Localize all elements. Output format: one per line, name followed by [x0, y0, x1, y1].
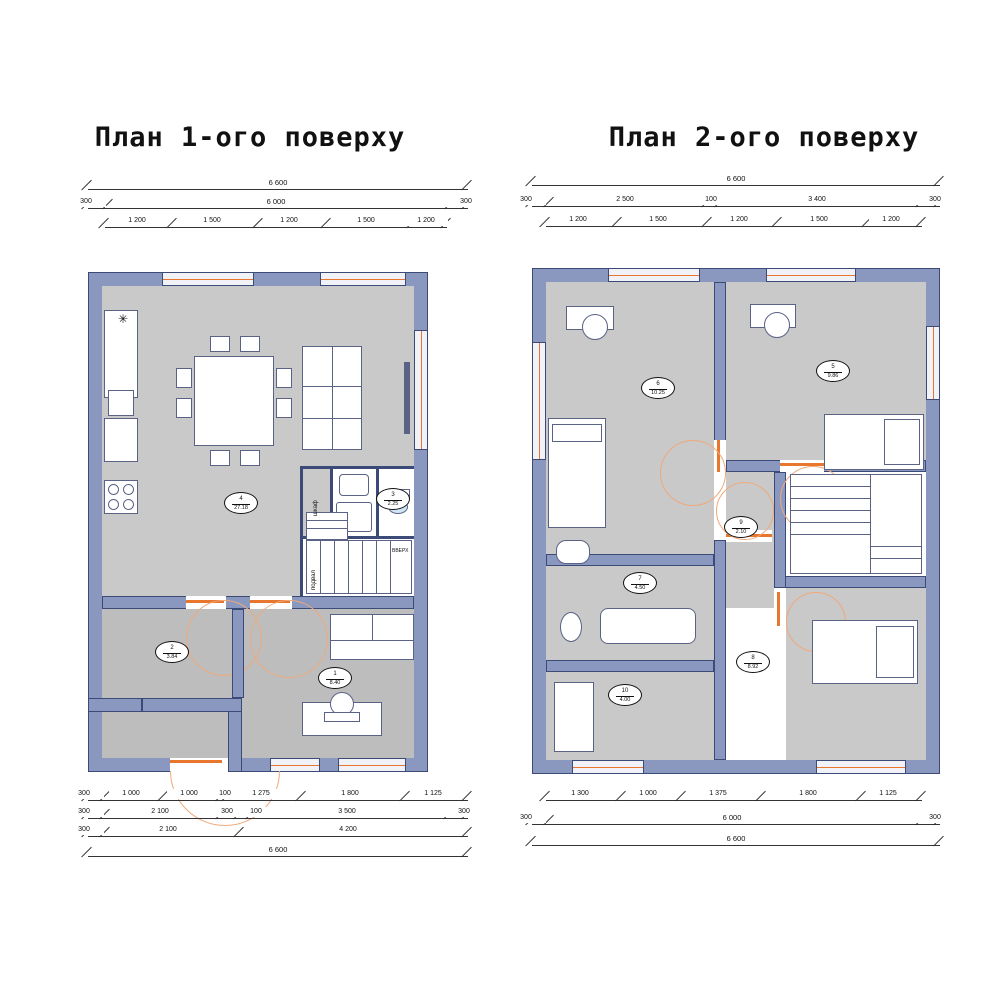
stair-lower-run-1 [306, 512, 348, 540]
wall-room10-horz-2 [546, 660, 714, 672]
entry-door-leaf-1 [170, 760, 222, 763]
window-bottom-mid-1 [270, 758, 320, 772]
wall-left-porch-1 [88, 698, 142, 712]
closet-room10-2 [554, 682, 594, 752]
wall-horz-lower-2 [774, 576, 926, 588]
hob-burner-d-1 [123, 499, 134, 510]
dim-group-bottom-1: 300 2 100 300 100 3 500 300 [88, 811, 468, 825]
dim-detail-top-1: 1 200 1 500 1 200 1 500 1 200 [105, 220, 447, 234]
chair-1b [176, 398, 192, 418]
bed-pillow-room6-2 [552, 424, 602, 442]
room-5-tag: 5 9.86 [816, 360, 850, 382]
wall-room2-right-1 [232, 609, 244, 698]
chair-1a [176, 368, 192, 388]
dim-detail-bottom-1: 300 1 000 1 000 100 1 275 1 800 1 125 [88, 793, 468, 807]
wardrobe-label-1: шкаф [313, 500, 319, 516]
wall-vestibule-horz-1 [142, 698, 242, 712]
door-leaf-room8-2 [777, 592, 780, 626]
plan-1-title: План 1-ого поверху [94, 122, 406, 153]
chair-1e [210, 336, 230, 352]
dim-detail-top-2: 1 200 1 500 1 200 1 500 1 200 [546, 219, 922, 233]
bed-pillow-room8-2 [876, 626, 914, 678]
oven-icon-1 [108, 390, 134, 416]
hob-burner-b-1 [123, 484, 134, 495]
room-4-tag: 4 27.18 [224, 492, 258, 514]
stair-up-label-1: ВВЕРХ [392, 548, 409, 554]
room-3-tag: 3 2.25 [376, 488, 410, 510]
chair-1f [240, 336, 260, 352]
dim-overall-bottom-1: 6 600 [88, 849, 468, 863]
basement-label-1: подвал [311, 570, 317, 590]
chair-1h [240, 450, 260, 466]
chair-room5-2 [764, 312, 790, 338]
hob-burner-a-1 [108, 484, 119, 495]
plan-2-title: План 2-ого поверху [608, 122, 920, 153]
window-top-left-2 [608, 268, 700, 282]
room-1-tag: 1 8.40 [318, 667, 352, 689]
window-bottom-right-1 [338, 758, 406, 772]
dim-inner-bottom-2: 300 6 000 300 [532, 817, 940, 831]
chair-1g [210, 450, 230, 466]
door-swing-room6-2 [660, 440, 726, 506]
window-bottom-left-2 [572, 760, 644, 774]
wall-vert-center-lower-2 [714, 540, 726, 760]
bed-pillow-room5-2 [884, 419, 920, 465]
dining-table-1 [194, 356, 274, 446]
dim-overall-top-2: 6 600 [532, 178, 940, 192]
fridge-icon-1 [104, 418, 138, 462]
room-9-tag: 9 2.10 [724, 516, 758, 538]
hob-burner-c-1 [108, 499, 119, 510]
door-gap-room8-2 [774, 592, 786, 626]
dim-second-top-2: 300 2 500 100 3 400 300 [532, 199, 940, 213]
window-left-2 [532, 342, 546, 460]
room-8-tag: 8 8.92 [736, 651, 770, 673]
room-10-tag: 10 4.00 [608, 684, 642, 706]
dim-second-top-1: 300 6 000 300 [88, 201, 468, 215]
floor-plan-2 [500, 0, 1000, 1000]
room-6-tag: 6 10.25 [641, 377, 675, 399]
window-right-2 [926, 326, 940, 400]
dim-overall-bottom-2: 6 600 [532, 838, 940, 852]
dim-overall-top-1: 6 600 [88, 182, 468, 196]
kitchen-star-icon-1: ✳ [118, 312, 129, 326]
window-top-right-2 [766, 268, 856, 282]
sink-icon-2 [556, 540, 590, 564]
room-7-tag: 7 4.50 [623, 572, 657, 594]
wc-icon-2 [560, 612, 582, 642]
chair-room6-2 [582, 314, 608, 340]
bathtub-icon-2 [600, 608, 696, 644]
stair-run-2 [790, 474, 922, 574]
window-top-left-1 [162, 272, 254, 286]
window-top-right-1 [320, 272, 406, 286]
window-right-1 [414, 330, 428, 450]
dim-detail-bottom-2: 1 300 1 000 1 375 1 800 1 125 [546, 793, 922, 807]
media-base-1 [324, 712, 360, 722]
chair-1c [276, 368, 292, 388]
tv-unit-1 [404, 362, 410, 434]
chair-1d [276, 398, 292, 418]
room-2-tag: 2 3.84 [155, 641, 189, 663]
door-swing-room1-1 [250, 600, 328, 678]
window-bottom-right-2 [816, 760, 906, 774]
sink-icon-1 [339, 474, 369, 496]
dim-sum-bottom-1: 300 2 100 4 200 [88, 829, 468, 843]
